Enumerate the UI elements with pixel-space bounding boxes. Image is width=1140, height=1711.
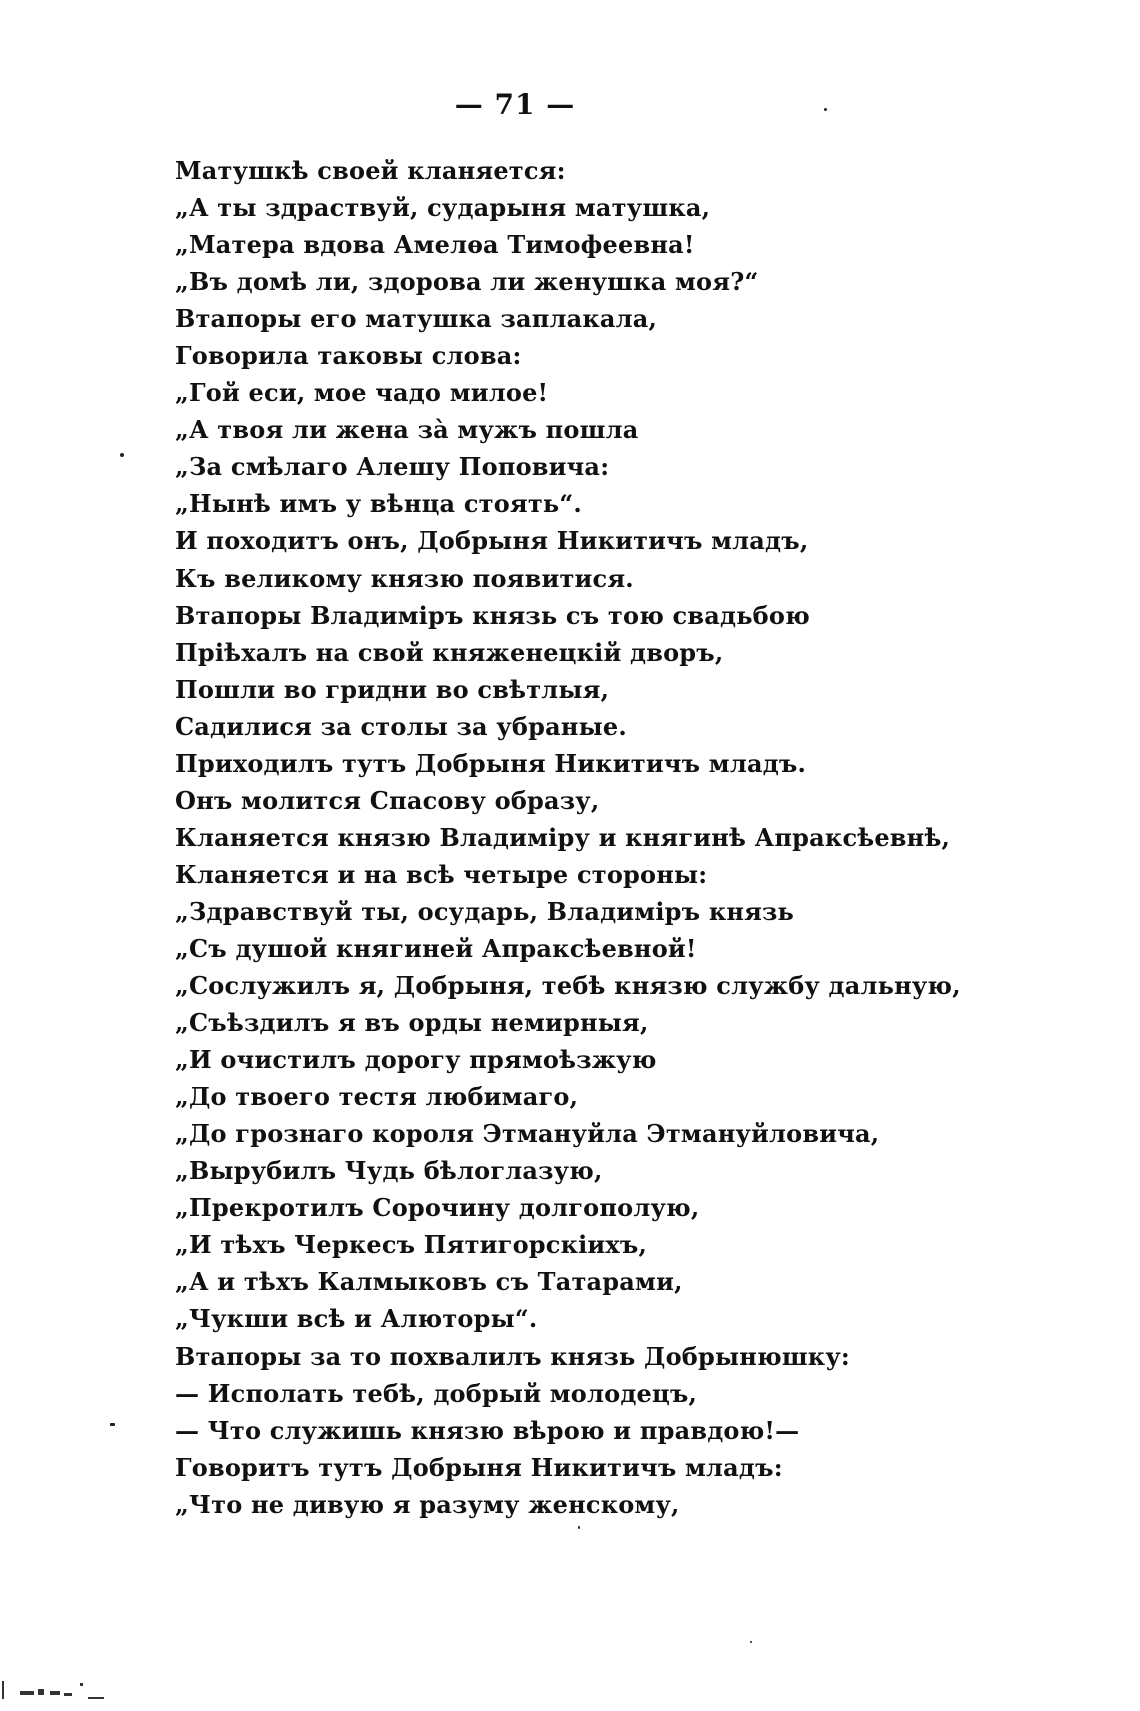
verse-line: Матушкѣ своей кланяется: xyxy=(175,156,566,185)
scan-speck xyxy=(578,1526,580,1529)
verse-line: — Что служишь князю вѣрою и правдою!— xyxy=(175,1415,800,1445)
verse-text xyxy=(175,152,961,1523)
verse-line: „А и тѣхъ Калмыковъ съ Татарами, xyxy=(175,1267,683,1297)
verse-line: Кланяется князю Владиміру и княгинѣ Апраксѣевнѣ, xyxy=(175,822,951,852)
verse-line: Говоритъ тутъ Добрыня Никитичъ младъ: xyxy=(175,1452,783,1482)
verse-line: Втапоры его матушка заплакала, xyxy=(175,304,658,334)
verse-line: „Матера вдова Амелѳа Тимофеевна! xyxy=(175,230,695,260)
verse-line: Приходилъ тутъ Добрыня Никитичъ младъ. xyxy=(175,748,807,778)
verse-line: „Что не дивую я разуму женскому, xyxy=(175,1489,680,1519)
verse-line: Кланяется и на всѣ четыре стороны: xyxy=(175,859,708,889)
verse-line: „Прекротилъ Сорочину долгополую, xyxy=(175,1193,700,1223)
verse-line: „До грознаго короля Этмануйла Этмануйловича, xyxy=(175,1119,880,1149)
verse-line: Пошли во гридни во свѣтлыя, xyxy=(175,674,610,704)
verse-line: Къ великому князю появитися. xyxy=(175,563,634,593)
verse-line: „Здравствуй ты, осударь, Владиміръ князь xyxy=(175,896,795,926)
scan-speck xyxy=(824,108,827,111)
verse-line: „И очистилъ дорогу прямоѣзжую xyxy=(175,1045,657,1075)
verse-line: „Съѣздилъ я въ орды немирныя, xyxy=(175,1008,649,1038)
verse-line: „До твоего тестя любимаго, xyxy=(175,1082,579,1112)
verse-line: Онъ молится Спасову образу, xyxy=(175,785,600,815)
verse-line: „Гой еси, мое чадо милое! xyxy=(175,378,549,408)
verse-line: „Сослужилъ я, Добрыня, тебѣ князю службу дальную, xyxy=(175,971,961,1001)
verse-line: „Чукши всѣ и Алюторы“. xyxy=(175,1304,538,1334)
scan-speck xyxy=(120,453,124,457)
scan-speck xyxy=(750,1641,752,1643)
scan-edge-mark xyxy=(0,1679,110,1701)
page-number: — 71 — xyxy=(454,88,576,121)
verse-line: „Вырубилъ Чудь бѣлоглазую, xyxy=(175,1156,603,1186)
verse-line: Втапоры за то похвалилъ князь Добрынюшку: xyxy=(175,1341,850,1371)
verse-line: „А ты здраствуй, сударыня матушка, xyxy=(175,193,711,223)
verse-line: „Съ душой княгиней Апраксѣевной! xyxy=(175,933,697,963)
verse-line: — Исполать тебѣ, добрый молодецъ, xyxy=(175,1378,698,1408)
verse-line: „За смѣлаго Алешу Поповича: xyxy=(175,452,610,482)
verse-line: „Нынѣ имъ у вѣнца стоять“. xyxy=(175,489,582,519)
verse-line: „А твоя ли жена за̀ мужъ пошла xyxy=(175,415,639,445)
verse-line: Говорила таковы слова: xyxy=(175,341,522,371)
verse-line: „И тѣхъ Черкесъ Пятигорскіихъ, xyxy=(175,1230,648,1260)
verse-line: Пріѣхалъ на свой княженецкій дворъ, xyxy=(175,637,724,667)
verse-line: Втапоры Владиміръ князь съ тою свадьбою xyxy=(175,600,810,630)
verse-line: Садилися за столы за убраные. xyxy=(175,711,627,741)
verse-line: „Въ домѣ ли, здорова ли женушка моя?“ xyxy=(175,267,759,297)
scan-speck xyxy=(110,1423,115,1426)
verse-line: И походитъ онъ, Добрыня Никитичъ младъ, xyxy=(175,526,809,556)
